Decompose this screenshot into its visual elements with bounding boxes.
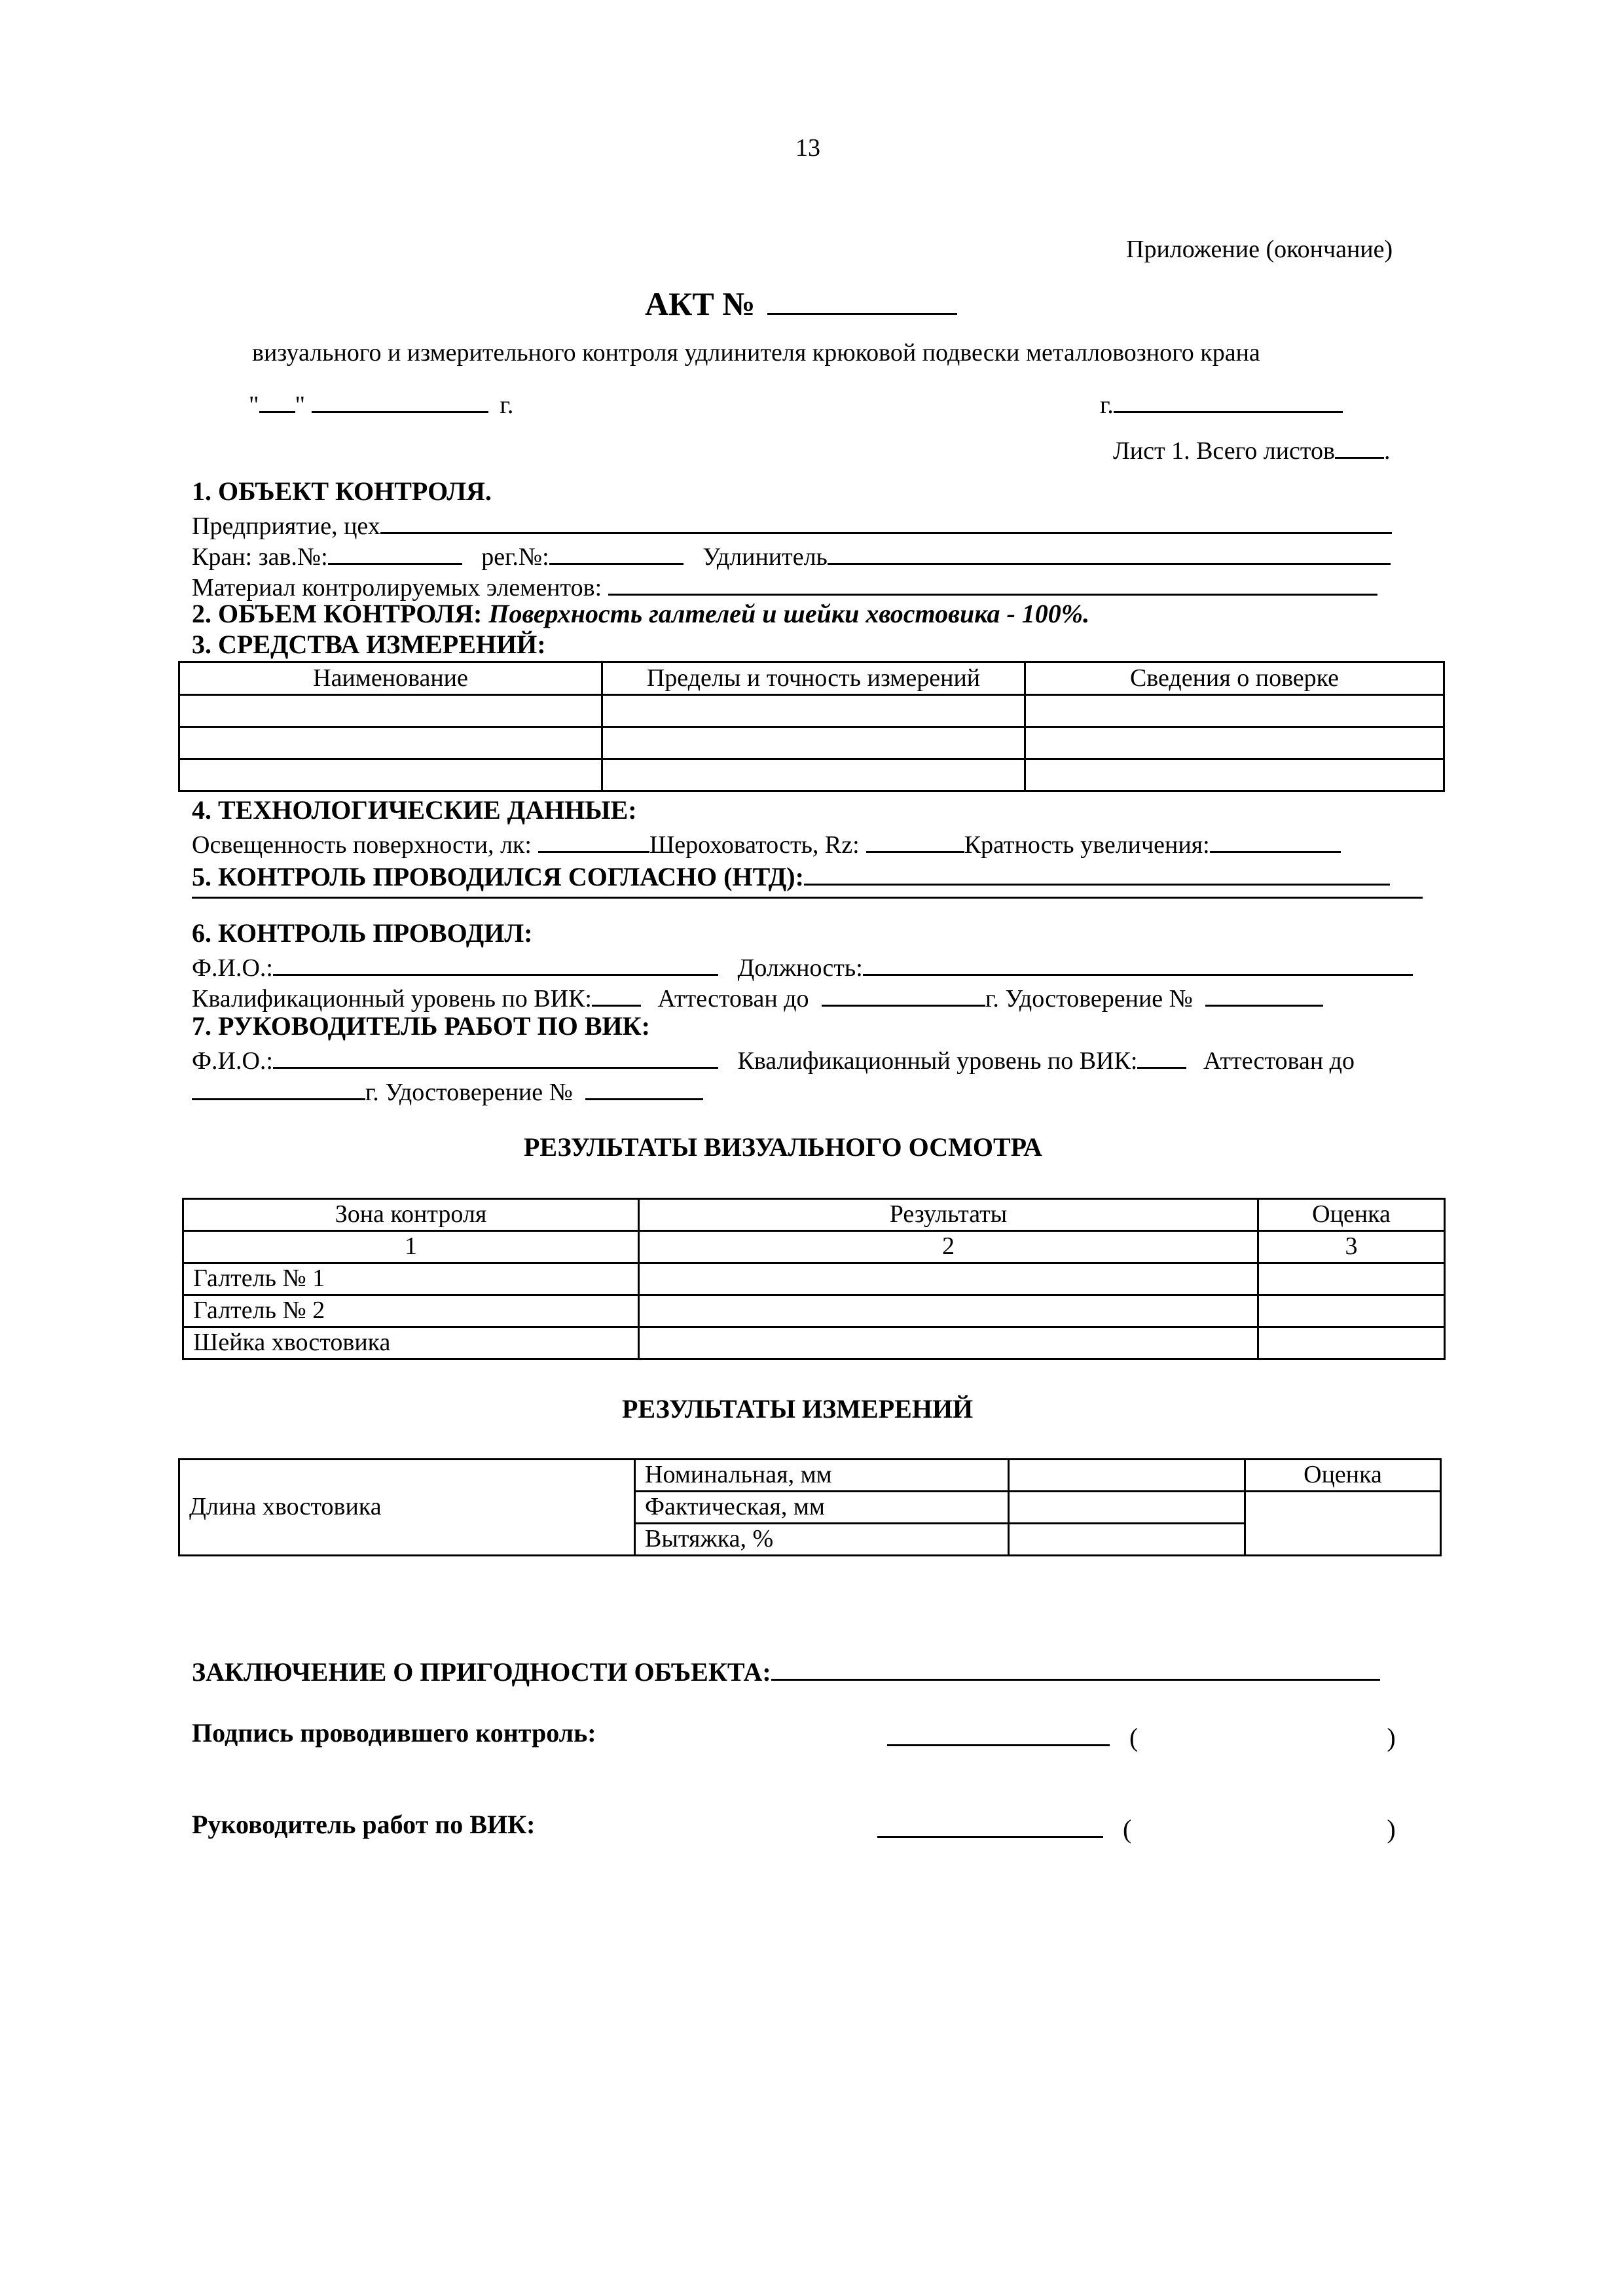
supervisor-cert-field[interactable] (585, 1073, 703, 1100)
conclusion-heading: ЗАКЛЮЧЕНИЕ О ПРИГОДНОСТИ ОБЪЕКТА: (192, 1657, 771, 1687)
section5-heading: 5. КОНТРОЛЬ ПРОВОДИЛСЯ СОГЛАСНО (НТД): (192, 862, 804, 891)
crane-serial-field[interactable] (328, 538, 462, 565)
tool-cell[interactable] (602, 759, 1025, 791)
param-cell: Вытяжка, % (635, 1524, 1009, 1556)
supervisor-signature-label: Руководитель работ по ВИК: (192, 1810, 536, 1839)
city-prefix: г. (1100, 391, 1114, 419)
section4-heading: 4. ТЕХНОЛОГИЧЕСКИЕ ДАННЫЕ: (192, 795, 637, 825)
supervisor-certified-label: Аттестован до (1203, 1047, 1355, 1075)
section2-heading: 2. ОБЪЕМ КОНТРОЛЯ: (192, 599, 483, 628)
inspector-cert-label: г. Удостоверение № (985, 985, 1193, 1013)
magnification-field[interactable] (1210, 826, 1341, 853)
section7-heading: 7. РУКОВОДИТЕЛЬ РАБОТ ПО ВИК: (192, 1011, 650, 1041)
tool-cell[interactable] (179, 727, 602, 759)
month-field[interactable] (312, 386, 488, 413)
tech-data-line (192, 826, 1341, 860)
inspector-qual-field[interactable] (592, 980, 641, 1007)
tool-cell[interactable] (1025, 759, 1444, 791)
inspector-signature-field[interactable] (887, 1718, 1110, 1746)
grade-header: Оценка (1258, 1199, 1445, 1231)
paren-open: ( (1129, 1723, 1139, 1752)
sheet-text: Лист 1. Всего листов (1113, 437, 1335, 465)
zone-cell: Галтель № 1 (183, 1263, 639, 1295)
act-number-field[interactable] (767, 280, 957, 315)
zone-cell: Галтель № 2 (183, 1295, 639, 1327)
inspector-signature-block (887, 1718, 1396, 1753)
supervisor-fio-label: Ф.И.О.: (192, 1047, 273, 1075)
result-cell[interactable] (639, 1263, 1258, 1295)
tool-cell[interactable] (1025, 695, 1444, 727)
zone-cell: Шейка хвостовика (183, 1327, 639, 1359)
col-number: 2 (639, 1231, 1258, 1263)
value-cell[interactable] (1009, 1460, 1245, 1492)
grade-cell[interactable] (1258, 1295, 1445, 1327)
measurement-tools-table (178, 661, 1445, 792)
illumination-field[interactable] (538, 826, 649, 853)
material-line (192, 569, 1377, 603)
item-cell: Длина хвостовика (179, 1460, 635, 1556)
visual-results-heading: РЕЗУЛЬТАТЫ ВИЗУАЛЬНОГО ОСМОТРА (524, 1132, 1042, 1162)
day-field[interactable] (259, 386, 295, 413)
result-cell[interactable] (639, 1327, 1258, 1359)
tool-cell[interactable] (179, 695, 602, 727)
crane-serial-label: Кран: зав.№: (192, 543, 328, 571)
tool-cell[interactable] (1025, 727, 1444, 759)
supervisor-qual-field[interactable] (1137, 1042, 1186, 1069)
date-line (249, 386, 513, 420)
result-cell[interactable] (639, 1295, 1258, 1327)
inspector-position-label: Должность: (737, 954, 863, 982)
roughness-label: Шероховатость, Rz: (649, 831, 860, 859)
roughness-field[interactable] (866, 826, 964, 853)
col-verification-header: Сведения о поверке (1025, 662, 1444, 695)
col-name-header: Наименование (179, 662, 602, 695)
col-limits-header: Пределы и точность измерений (602, 662, 1025, 695)
enterprise-label: Предприятие, цех (192, 512, 380, 540)
act-subtitle: визуального и измерительного контроля удлинителя крюковой подвески металловозного крана (252, 339, 1260, 367)
quote-close: " (295, 391, 306, 419)
section2-value: Поверхность галтелей и шейки хвостовика - 100%. (488, 599, 1090, 628)
extender-field[interactable] (828, 538, 1391, 565)
measurement-results-heading: РЕЗУЛЬТАТЫ ИЗМЕРЕНИЙ (622, 1394, 974, 1424)
material-label: Материал контролируемых элементов: (192, 574, 602, 601)
inspector-qual-line (192, 980, 1323, 1014)
inspector-certified-field[interactable] (822, 980, 985, 1007)
conclusion-line (192, 1653, 1380, 1687)
value-cell[interactable] (1009, 1524, 1245, 1556)
inspector-fio-label: Ф.И.О.: (192, 954, 273, 982)
sheet-line (1113, 432, 1390, 466)
grade-cell[interactable] (1258, 1263, 1445, 1295)
appendix-label: Приложение (окончание) (1126, 236, 1393, 263)
inspector-cert-field[interactable] (1205, 980, 1323, 1007)
inspector-certified-label: Аттестован до (657, 985, 809, 1013)
supervisor-qual-label: Квалификационный уровень по ВИК: (737, 1047, 1138, 1075)
param-cell: Фактическая, мм (635, 1492, 1009, 1524)
material-field[interactable] (608, 569, 1377, 596)
act-title-text: АКТ № (645, 285, 756, 322)
paren-close: ) (1387, 1814, 1396, 1844)
act-title (645, 280, 957, 323)
tool-cell[interactable] (602, 695, 1025, 727)
extender-label: Удлинитель (702, 543, 828, 571)
section2-line (192, 599, 1089, 629)
enterprise-field[interactable] (380, 507, 1392, 534)
ntd-field-continued[interactable] (192, 897, 1423, 899)
paren-open: ( (1123, 1814, 1132, 1844)
crane-line (192, 538, 1391, 572)
year-suffix: г. (500, 391, 514, 419)
inspector-position-field[interactable] (863, 949, 1413, 976)
section1-heading: 1. ОБЪЕКТ КОНТРОЛЯ. (192, 476, 492, 506)
param-cell: Номинальная, мм (635, 1460, 1009, 1492)
inspector-qual-label: Квалификационный уровень по ВИК: (192, 985, 592, 1013)
grade-cell[interactable] (1245, 1492, 1441, 1556)
conclusion-field[interactable] (771, 1653, 1380, 1681)
inspector-fio-line (192, 949, 1413, 983)
supervisor-certified-field[interactable] (192, 1073, 365, 1100)
inspector-fio-field[interactable] (273, 949, 718, 976)
sheet-end: . (1383, 437, 1391, 465)
tool-cell[interactable] (179, 759, 602, 791)
magnification-label: Кратность увеличения: (964, 831, 1210, 859)
grade-cell[interactable] (1258, 1327, 1445, 1359)
sheets-total-field[interactable] (1335, 432, 1384, 459)
reg-no-label: рег.№: (481, 543, 549, 571)
results-header: Результаты (639, 1199, 1258, 1231)
supervisor-cert-line (192, 1073, 703, 1107)
quote-open: " (249, 391, 259, 419)
section3-heading: 3. СРЕДСТВА ИЗМЕРЕНИЙ: (192, 630, 546, 659)
supervisor-signature-field[interactable] (877, 1810, 1103, 1838)
supervisor-fio-field[interactable] (273, 1042, 718, 1069)
supervisor-cert-label: г. Удостоверение № (365, 1079, 573, 1106)
city-field[interactable] (1114, 386, 1343, 413)
illumination-label: Освещенность поверхности, лк: (192, 831, 532, 859)
paren-close: ) (1387, 1723, 1396, 1752)
measurement-results-table (178, 1458, 1442, 1556)
section6-heading: 6. КОНТРОЛЬ ПРОВОДИЛ: (192, 918, 533, 948)
section5-line (192, 857, 1390, 892)
ntd-field[interactable] (804, 857, 1390, 886)
tool-cell[interactable] (602, 727, 1025, 759)
city-line (1100, 386, 1343, 420)
reg-no-field[interactable] (549, 538, 684, 565)
value-cell[interactable] (1009, 1492, 1245, 1524)
supervisor-fio-line (192, 1042, 1355, 1076)
grade-header: Оценка (1245, 1460, 1441, 1492)
col-number: 1 (183, 1231, 639, 1263)
col-number: 3 (1258, 1231, 1445, 1263)
enterprise-line (192, 507, 1392, 541)
zone-header: Зона контроля (183, 1199, 639, 1231)
visual-results-table (182, 1198, 1446, 1360)
inspector-signature-label: Подпись проводившего контроль: (192, 1718, 596, 1748)
supervisor-signature-block (877, 1810, 1396, 1844)
page-number: 13 (795, 134, 820, 162)
